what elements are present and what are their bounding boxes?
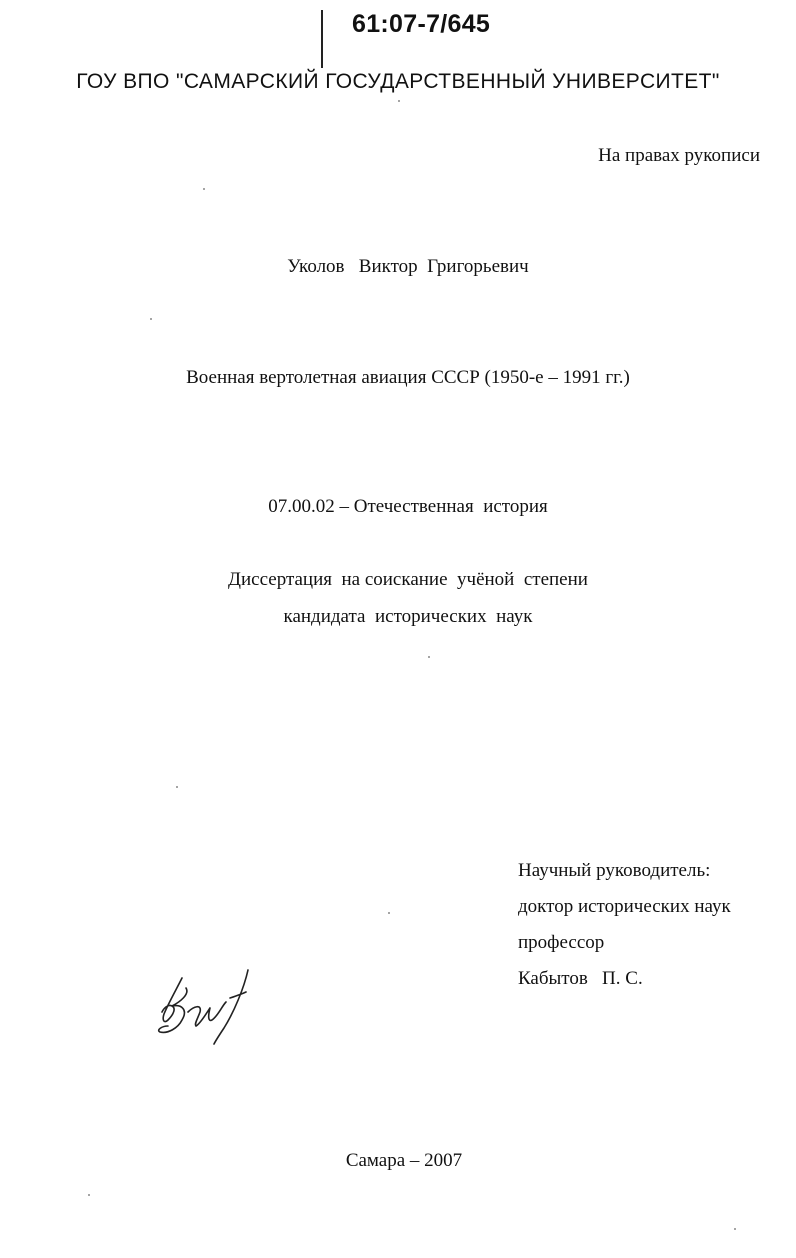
scan-speck [150,318,152,320]
scan-speck [176,786,178,788]
advisor-label: Научный руководитель: [518,860,711,881]
archive-margin-line [321,10,323,68]
advisor-degree: доктор исторических наук [518,896,731,917]
scan-speck [388,912,390,914]
place-and-year: Самара – 2007 [345,1150,463,1171]
advisor-rank: профессор [518,932,605,953]
scan-speck [203,188,205,190]
rights-note: На правах рукописи [598,145,760,166]
dissertation-title: Военная вертолетная авиация СССР (1950-е – 1991 гг.) [186,367,630,388]
author-name: Уколов Виктор Григорьевич [287,256,529,277]
scan-speck [88,1194,90,1196]
university-name: ГОУ ВПО "САМАРСКИЙ ГОСУДАРСТВЕННЫЙ УНИВЕРСИТЕТ" [76,70,720,93]
handwritten-signature [150,968,260,1048]
scan-speck [398,100,400,102]
degree-line-2: кандидата исторических наук [283,606,533,627]
scan-speck [428,656,430,658]
archive-code: 61:07-7/645 [352,10,491,38]
advisor-name: Кабытов П. С. [518,968,643,989]
specialty-code: 07.00.02 – Отечественная история [268,496,548,517]
scan-speck [734,1228,736,1230]
degree-line-1: Диссертация на соискание учёной степени [228,569,588,590]
